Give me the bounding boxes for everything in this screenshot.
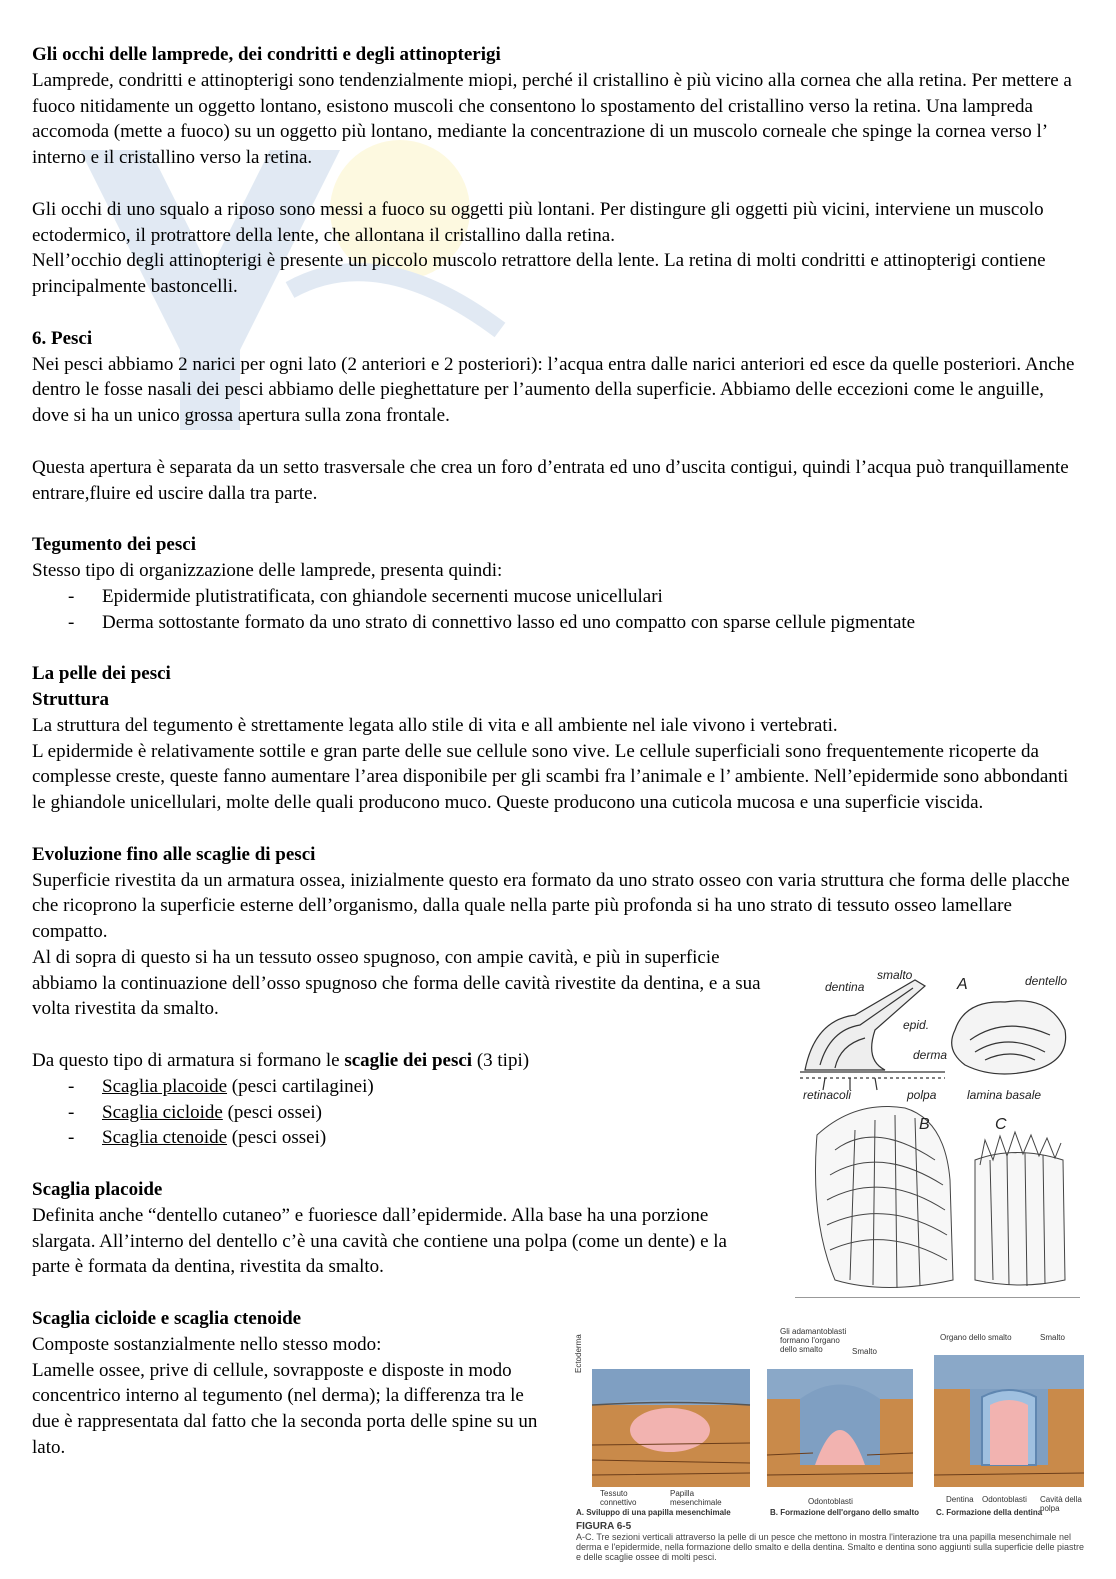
label-dentello: dentello xyxy=(1025,974,1068,988)
label-odontoblasti-b: Odontoblasti xyxy=(808,1497,853,1506)
label-derma: derma xyxy=(913,1048,948,1062)
text-run: (3 tipi) xyxy=(472,1050,530,1072)
list-item: - Derma sottostante formato da uno strato di connettivo lasso ed uno compatto con sparse cellule pigmentate xyxy=(68,610,1082,636)
heading-occhi: Gli occhi delle lamprede, dei condritti e degli attinopterigi xyxy=(32,44,501,65)
bold-run: scaglie dei pesci xyxy=(344,1050,473,1072)
scales-figure xyxy=(795,960,1080,1298)
label-papilla: Papilla mesenchimale xyxy=(670,1489,722,1507)
label-smalto-c: Smalto xyxy=(1040,1333,1065,1342)
scale-type-note: (pesci ossei) xyxy=(227,1127,327,1149)
heading-tegumento: Tegumento dei pesci xyxy=(32,534,196,556)
heading-pelle: La pelle dei pesci xyxy=(32,663,171,685)
panel-b xyxy=(767,1369,913,1487)
caption-a: A. Sviluppo di una papilla mesenchimale xyxy=(576,1508,731,1517)
scale-type-name: Scaglia ctenoide xyxy=(102,1127,228,1149)
list-item: - Epidermide plutistratificata, con ghiandole secernenti mucose unicellulari xyxy=(68,584,1082,610)
text-run: Da questo tipo di armatura si formano le xyxy=(32,1050,345,1072)
figure-caption: A-C. Tre sezioni verticali attraverso la pelle di un pesce che mettono in mostra l'interazione tra una papilla mesenchimale nel derma e l'epidermide, nella formazione dello smalto e della dentina. Smalto e dentina sono aggiunti sulla superficie delle piastre e delle scaglie ossee di molti pesci. xyxy=(576,1532,1085,1562)
label-tessuto: Tessuto connettivo xyxy=(600,1489,637,1507)
label-organo: Organo dello smalto xyxy=(940,1333,1012,1342)
paragraph: Definita anche “dentello cutaneo” e fuoriesce dall’epidermide. Alla base ha una porzione slargata. All’interno del dentello c’è una cavità che contiene una polpa (come un dente) e la parte è formata da dentina, rivestita da smalto. xyxy=(32,1204,727,1278)
label-smalto: smalto xyxy=(877,968,913,982)
label-cavita: Cavità della polpa xyxy=(1040,1495,1082,1513)
label-adamantoblasti: Gli adamantoblasti formano l'organo dello smalto xyxy=(780,1327,847,1354)
paragraph: Al di sopra di questo si ha un tessuto osseo spugnoso, con ampie cavità, e più in superficie abbiamo la continuazione dell’osso spugnoso che forma delle cavità rivestite da dentina, e a sua volta rivestita da smalto. xyxy=(32,946,761,1020)
scale-type-note: (pesci ossei) xyxy=(222,1101,323,1123)
sections-figure xyxy=(570,1325,1090,1575)
caption-b: B. Formazione dell'organo dello smalto xyxy=(770,1508,920,1517)
label-retinacoli: retinacoli xyxy=(803,1088,852,1102)
caption-c: C. Formazione della dentina xyxy=(936,1508,1043,1517)
label-polpa: polpa xyxy=(907,1088,937,1102)
paragraph: Lamelle ossee, prive di cellule, sovrapposte e disposte in modo concentrico interno al tegumento (nel derma); la differenza tra le due è rappresentata dal fatto che la seconda porta delle spine su un lato. xyxy=(32,1359,538,1459)
figure-divider xyxy=(795,1297,1080,1298)
paragraph: Superficie rivestita da un armatura ossea, inizialmente questo era formato da uno strato osseo con varia struttura che forma delle placche che ricoprono la superficie esterne dell’organismo, dalla quale nella parte più profonda si ha uno strato di tessuto osseo lamellare compatto. xyxy=(32,869,1070,943)
heading-placoide: Scaglia placoide xyxy=(32,1179,163,1201)
heading-pesci: 6. Pesci xyxy=(32,327,93,349)
tegumento-list xyxy=(32,584,1082,636)
label-C: C xyxy=(995,1116,1007,1133)
paragraph: Questa apertura è separata da un setto trasversale che crea un foro d’entrata ed uno d’uscita contigui, quindi l’acqua può tranquillamente entrare,fluire ed uscire dalla tra parte. xyxy=(32,456,1069,504)
label-dentina: dentina xyxy=(825,980,865,994)
paragraph: L epidermide è relativamente sottile e gran parte delle sue cellule sono vive. Le cellule superficiali sono frequentemente ricoperte da complesse creste, queste fanno aumentare l’area disponibile per gli scambi fra l’animale e l’ ambiente. Nell’epidermide sono abbondanti le ghiandole unicellulari, molte delle quali producono muco. Queste producono una cuticola mucosa e una superficie viscida. xyxy=(32,740,1069,814)
heading-evoluzione: Evoluzione fino alle scaglie di pesci xyxy=(32,843,316,865)
paragraph: Nei pesci abbiamo 2 narici per ogni lato (2 anteriori e 2 posteriori): l’acqua entra dalle narici anteriori ed esce da quelle posteriori. Anche dentro le fosse nasali dei pesci abbiamo delle pieghettature per l’aumento della superficie. Abbiamo delle eccezioni come le anguille, dove si ha un unico grossa apertura sulla zona frontale. xyxy=(32,353,1075,427)
heading-cicloide: Scaglia cicloide e scaglia ctenoide xyxy=(32,1308,302,1330)
panel-a xyxy=(592,1369,750,1487)
panel-c xyxy=(934,1355,1084,1487)
label-lamina: lamina basale xyxy=(967,1088,1042,1102)
subheading-struttura: Struttura xyxy=(32,688,110,710)
paragraph: La struttura del tegumento è strettamente legata allo stile di vita e all ambiente nel iale vivono i vertebrati. xyxy=(32,714,838,736)
label-odontoblasti-c: Odontoblasti xyxy=(982,1495,1027,1504)
figure-caption-title: FIGURA 6-5 xyxy=(576,1521,632,1532)
scale-type-name: Scaglia cicloide xyxy=(102,1101,223,1123)
label-epid: epid. xyxy=(903,1018,930,1032)
paragraph: Lamprede, condritti e attinopterigi sono tendenzialmente miopi, perché il cristallino è più vicino alla cornea che alla retina. Per mettere a fuoco nitidamente un oggetto lontano, esistono muscoli che consentono lo spostamento del cristallino verso la retina. Una lampreda accomoda (mette a fuoco) su un oggetto più lontano, mediante la concentrazione di un muscolo corneale che spinge la cornea verso l’ interno e il cristallino verso la retina. xyxy=(32,69,1072,169)
paragraph: Composte sostanzialmente nello stesso modo: xyxy=(32,1333,382,1355)
paragraph: Stesso tipo di organizzazione delle lamprede, presenta quindi: xyxy=(32,559,503,581)
label-B: B xyxy=(919,1116,930,1133)
scales-drawing xyxy=(795,960,1080,1298)
label-smalto-b: Smalto xyxy=(852,1347,877,1356)
scale-type-name: Scaglia placoide xyxy=(102,1075,228,1097)
scale-type-note: (pesci cartilaginei) xyxy=(227,1075,374,1097)
label-A: A xyxy=(957,976,968,993)
label-dentina: Dentina xyxy=(946,1495,974,1504)
paragraph: Nell’occhio degli attinopterigi è presente un piccolo muscolo retrattore della lente. La retina di molti condritti e attinopterigi contiene principalmente bastoncelli. xyxy=(32,250,1046,298)
label-ectoderma: Ectoderma xyxy=(574,1334,583,1373)
paragraph: Gli occhi di uno squalo a riposo sono messi a fuoco su oggetti più lontani. Per distingure gli oggetti più vicini, interviene un muscolo ectodermico, il protrattore della lente, che allontana il cristallino dalla retina. xyxy=(32,198,1044,246)
